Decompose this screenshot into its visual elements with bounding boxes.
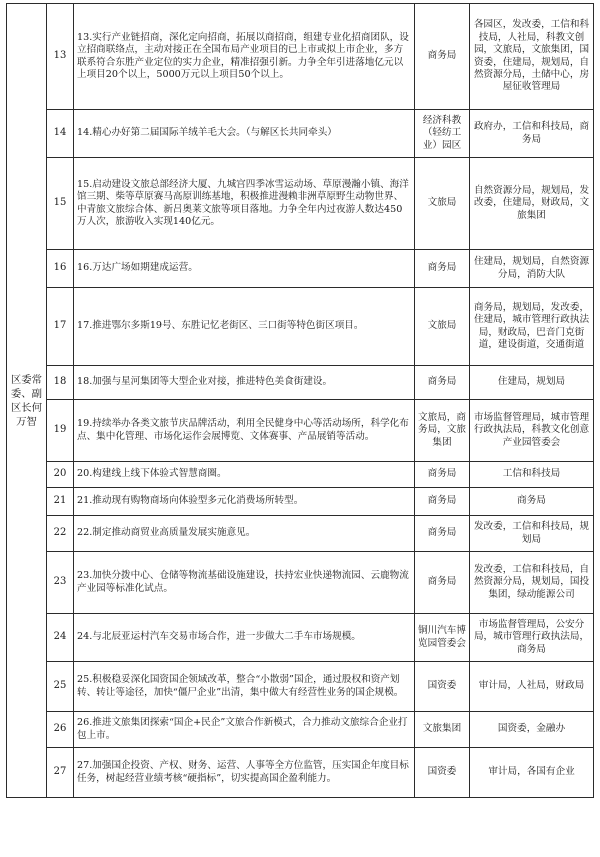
lead-unit: 国资委: [415, 662, 470, 712]
task-text: 16.万达广场如期建成运营。: [74, 250, 415, 288]
task-text: 21.推动现有购物商场向体验型多元化消费场所转型。: [74, 488, 415, 516]
row-number: 19: [47, 400, 74, 462]
table-row: [7, 462, 594, 488]
task-text: 22.制定推动商贸业高质量发展实施意见。: [74, 516, 415, 552]
table-row: [7, 250, 594, 288]
cooperating-units: 市场监督管理局，城市管理行政执法局，科教文化创意产业园管委会: [470, 400, 594, 462]
lead-unit: 商务局: [415, 250, 470, 288]
task-text: 27.加强国企投资、产权、财务、运营、人事等全方位监管，压实国企年度目标任务，树起经营业绩考核“硬指标”，切实提高国企盈利能力。: [74, 748, 415, 798]
task-text: 25.积极稳妥深化国资国企领域改革，整合“小散弱”国企，通过股权和资产划转、转让等途径，加快“僵尸企业”出清，集中做大有经营性业务的国企规模。: [74, 662, 415, 712]
table-row: [7, 662, 594, 712]
cooperating-units: 审计局，各国有企业: [470, 748, 594, 798]
task-text: 15.启动建设文旅总部经济大厦、九城宫四季冰雪运动场、草原漫瀚小镇、海洋馆三期、柴等草原赛马高原训练基地，积极推进漫赖非洲草原野生动物世界、中青旅文旅综合体、新吕奥莱文旅等项目落地。力争全年内过夜游人数达450万人次，旅游收入实现140亿元。: [74, 158, 415, 250]
row-number: 23: [47, 552, 74, 614]
row-number: 20: [47, 462, 74, 488]
task-text: 20.构建线上线下体验式智慧商圈。: [74, 462, 415, 488]
cooperating-units: 住建局，规划局: [470, 366, 594, 400]
table-row: [7, 4, 594, 110]
row-number: 13: [47, 4, 74, 110]
table-row: [7, 748, 594, 798]
table-row: [7, 516, 594, 552]
lead-unit: 商务局: [415, 462, 470, 488]
row-number: 21: [47, 488, 74, 516]
lead-unit: 文旅局: [415, 158, 470, 250]
table-row: [7, 288, 594, 366]
task-text: 17.推进鄂尔多斯19号、东胜记忆老街区、三口街等特色街区项目。: [74, 288, 415, 366]
cooperating-units: 自然资源分局，规划局，发改委，住建局，财政局，文旅集团: [470, 158, 594, 250]
cooperating-units: 审计局，人社局，财政局: [470, 662, 594, 712]
row-number: 25: [47, 662, 74, 712]
table-row: [7, 712, 594, 748]
table-row: [7, 488, 594, 516]
cooperating-units: 国资委，金融办: [470, 712, 594, 748]
lead-unit: 商务局: [415, 488, 470, 516]
cooperating-units: 工信和科技局: [470, 462, 594, 488]
task-table: [6, 3, 594, 798]
task-text: 18.加强与星河集团等大型企业对接，推进特色美食街建设。: [74, 366, 415, 400]
row-number: 17: [47, 288, 74, 366]
cooperating-units: 发改委，工信和科技局，规划局: [470, 516, 594, 552]
responsible-leader-cell: 区委常委、副区长何万智: [7, 4, 47, 798]
lead-unit: 商务局: [415, 516, 470, 552]
cooperating-units: 商务局，规划局，发改委，住建局，城市管理行政执法局，财政局，巴音门克街道，建设街道，交通街道: [470, 288, 594, 366]
row-number: 14: [47, 110, 74, 158]
cooperating-units: 住建局，规划局，自然资源分局，消防大队: [470, 250, 594, 288]
lead-unit: 文旅集团: [415, 712, 470, 748]
table-row: [7, 366, 594, 400]
lead-unit: 商务局: [415, 552, 470, 614]
cooperating-units: 各园区，发改委，工信和科技局，人社局，科教文创园，文旅局，文旅集团，国资委，住建局，规划局，自然资源分局，土储中心，房屋征收管理局: [470, 4, 594, 110]
lead-unit: 商务局: [415, 366, 470, 400]
lead-unit: 文旅局，商务局，文旅集团: [415, 400, 470, 462]
table-row: [7, 614, 594, 662]
task-text: 14.精心办好第二届国际羊绒羊毛大会。（与解区长共同牵头）: [74, 110, 415, 158]
task-text: 13.实行产业链招商，深化定向招商，拓展以商招商，组建专业化招商团队，设立招商联络点，主动对接正在全国布局产业项目的已上市或拟上市企业，多方联系符合东胜产业定位的实力企业，精准招强引新。力争全年引进落地亿元以上项目20个以上，5000万元以上项目50个以上。: [74, 4, 415, 110]
cooperating-units: 商务局: [470, 488, 594, 516]
lead-unit: 经济科教（轻纺工业）园区: [415, 110, 470, 158]
row-number: 22: [47, 516, 74, 552]
cooperating-units: 市场监督管理局，公安分局，城市管理行政执法局，商务局: [470, 614, 594, 662]
cooperating-units: 发改委，工信和科技局，自然资源分局，规划局，国投集团，绿动能源公司: [470, 552, 594, 614]
table-row: [7, 110, 594, 158]
row-number: 15: [47, 158, 74, 250]
table-row: [7, 400, 594, 462]
task-text: 26.推进文旅集团探索“国企+民企”文旅合作新模式，合力推动文旅综合企业打包上市。: [74, 712, 415, 748]
lead-unit: 文旅局: [415, 288, 470, 366]
row-number: 27: [47, 748, 74, 798]
row-number: 24: [47, 614, 74, 662]
table-row: [7, 552, 594, 614]
row-number: 16: [47, 250, 74, 288]
row-number: 26: [47, 712, 74, 748]
row-number: 18: [47, 366, 74, 400]
task-text: 23.加快分拨中心、仓储等物流基础设施建设，扶持宏业快递物流园、云鹿物流产业园等标准化试点。: [74, 552, 415, 614]
lead-unit: 商务局: [415, 4, 470, 110]
lead-unit: 铜川汽车博览园管委会: [415, 614, 470, 662]
lead-unit: 国资委: [415, 748, 470, 798]
cooperating-units: 政府办，工信和科技局，商务局: [470, 110, 594, 158]
task-text: 19.持续举办各类文旅节庆品牌活动，利用全民健身中心等活动场所，科学化布点、集中化管理、市场化运作会展博览、文体赛事、产品展销等活动。: [74, 400, 415, 462]
table-row: [7, 158, 594, 250]
task-text: 24.与北辰亚运村汽车交易市场合作，进一步做大二手车市场规模。: [74, 614, 415, 662]
